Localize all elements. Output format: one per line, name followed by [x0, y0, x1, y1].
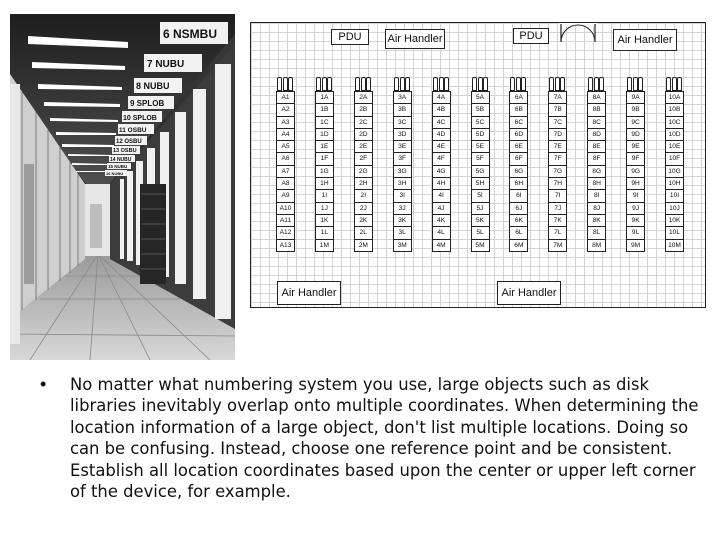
rack-cell: 4A [433, 92, 450, 104]
perforated-tile-icon [548, 77, 565, 90]
rack-cell: 9G [627, 166, 644, 178]
air-handler-box-bottom-2 [497, 281, 561, 305]
rack-cell: 9M [627, 240, 644, 252]
rack-cell: 3H [394, 178, 411, 190]
rack-cell: 4B [433, 104, 450, 116]
rack-cell: 4I [433, 190, 450, 202]
rack-cell: 10G [666, 166, 683, 178]
rack-cell: 4J [433, 203, 450, 215]
rack-cell: 10K [666, 215, 683, 227]
rack-cell: 3M [394, 240, 411, 252]
rack-cell: 6C [510, 117, 527, 129]
rack-cell: 5F [472, 153, 489, 165]
rack-cell: 8K [588, 215, 605, 227]
rack-cell: A8 [277, 178, 294, 190]
rack-cell: 6E [510, 141, 527, 153]
rack-cell: 2L [355, 227, 372, 239]
rack-cell: 3D [394, 129, 411, 141]
rack-cell: A13 [277, 240, 294, 252]
aisle-sign-10: 10 SPLOB [123, 115, 157, 122]
rack-cell: A10 [277, 203, 294, 215]
rack-cell: 9J [627, 203, 644, 215]
rack-cell: 6K [510, 215, 527, 227]
rack-cell: 7B [549, 104, 566, 116]
rack-cell: 4D [433, 129, 450, 141]
rack-cell: 6F [510, 153, 527, 165]
rack-cell: 7F [549, 153, 566, 165]
rack-cell: 8L [588, 227, 605, 239]
rack-cell: 5B [472, 104, 489, 116]
rack-cell: 1F [316, 153, 333, 165]
rack-cell: 10L [666, 227, 683, 239]
rack-cell: A3 [277, 117, 294, 129]
rack-cell: 7M [549, 240, 566, 252]
rack-cell: 3C [394, 117, 411, 129]
rack-cell: 4L [433, 227, 450, 239]
rack-cell: 3B [394, 104, 411, 116]
rack-cell: 1D [316, 129, 333, 141]
rack-cell: 1M [316, 240, 333, 252]
rack-cell: 1B [316, 104, 333, 116]
perforated-tile-icon [354, 77, 371, 90]
rack-cell: 9B [627, 104, 644, 116]
rack-cell: 2I [355, 190, 372, 202]
rack-cell: 1E [316, 141, 333, 153]
rack-cell: 5D [472, 129, 489, 141]
rack-cell: 3I [394, 190, 411, 202]
rack-cell: 10H [666, 178, 683, 190]
rack-cell: 2C [355, 117, 372, 129]
rack-cell: 7D [549, 129, 566, 141]
rack-cell: A5 [277, 141, 294, 153]
perforated-tile-icon [432, 77, 449, 90]
perforated-tile-icon [665, 77, 682, 90]
aisle-illustration [10, 14, 235, 360]
rack-cell: 6D [510, 129, 527, 141]
perforated-tile-icon [276, 77, 293, 90]
rack-cell: A9 [277, 190, 294, 202]
aisle-sign-13: 13 OSBU [113, 148, 137, 154]
rack-cell: 6L [510, 227, 527, 239]
aisle-sign-16: 16 NUBU [106, 171, 124, 176]
rack-cell: 7J [549, 203, 566, 215]
perforated-tile-icon [393, 77, 410, 90]
rack-cell: 9A [627, 92, 644, 104]
bullet-symbol: • [40, 374, 47, 394]
rack-cell: 7C [549, 117, 566, 129]
rack-cell: 9K [627, 215, 644, 227]
rack-cell: 1I [316, 190, 333, 202]
rack-cell: 3L [394, 227, 411, 239]
rack-cell: 9E [627, 141, 644, 153]
rack-cells [509, 91, 528, 252]
rack-cells [665, 91, 684, 252]
rack-cell: 5M [472, 240, 489, 252]
rack-cell: 2M [355, 240, 372, 252]
rack-cell: 8H [588, 178, 605, 190]
perforated-tile-icon [471, 77, 488, 90]
rack-cell: 3F [394, 153, 411, 165]
aisle-sign-7: 7 NUBU [147, 59, 185, 70]
rack-cell: 6G [510, 166, 527, 178]
rack-cells [393, 91, 412, 252]
rack-cell: A12 [277, 227, 294, 239]
rack-cell: A1 [277, 92, 294, 104]
rack-cell: 10F [666, 153, 683, 165]
rack-cell: 1G [316, 166, 333, 178]
perforated-tile-icon [626, 77, 643, 90]
rack-cell: 9F [627, 153, 644, 165]
rack-cell: 7K [549, 215, 566, 227]
air-handler-label: Air Handler [617, 34, 673, 46]
rack-cell: 1J [316, 203, 333, 215]
rack-cell: 4M [433, 240, 450, 252]
rack-cell: 10J [666, 203, 683, 215]
rack-cell: 2G [355, 166, 372, 178]
aisle-sign-12: 12 OSBU [116, 139, 142, 145]
aisle-sign-6: 6 NSMBU [163, 27, 218, 41]
rack-cell: A11 [277, 215, 294, 227]
rack-cell: 10C [666, 117, 683, 129]
rack-cell: 7A [549, 92, 566, 104]
pdu-box-2 [513, 28, 549, 44]
rack-cell: 6A [510, 92, 527, 104]
rack-cell: 3G [394, 166, 411, 178]
rack-cell: 5C [472, 117, 489, 129]
air-handler-label: Air Handler [387, 33, 443, 45]
rack-cell: 8E [588, 141, 605, 153]
rack-cell: 7E [549, 141, 566, 153]
rack-cell: 5K [472, 215, 489, 227]
rack-cell: 7I [549, 190, 566, 202]
rack-cell: 5E [472, 141, 489, 153]
perforated-tile-icon [587, 77, 604, 90]
rack-cell: 10I [666, 190, 683, 202]
rack-cell: 9D [627, 129, 644, 141]
rack-cell: 8I [588, 190, 605, 202]
rack-cell: 10B [666, 104, 683, 116]
aisle-sign-8: 8 NUBU [136, 81, 170, 91]
rack-cells [626, 91, 645, 252]
rack-cells [587, 91, 606, 252]
rack-cell: 1A [316, 92, 333, 104]
aisle-sign-14: 14 NUBU [110, 157, 132, 163]
rack-cell: 10E [666, 141, 683, 153]
rack-cell: 2E [355, 141, 372, 153]
rack-cell: 7G [549, 166, 566, 178]
double-door-icon [559, 23, 597, 45]
rack-cell: A4 [277, 129, 294, 141]
rack-cell: 2F [355, 153, 372, 165]
rack-cell: 10D [666, 129, 683, 141]
rack-cell: 10A [666, 92, 683, 104]
perforated-tile-icon [315, 77, 332, 90]
rack-cells [432, 91, 451, 252]
rack-cell: 7L [549, 227, 566, 239]
rack-cell: 1L [316, 227, 333, 239]
pdu-label: PDU [519, 30, 543, 42]
rack-cells [315, 91, 334, 252]
pdu-label: PDU [338, 31, 362, 43]
rack-cell: 2A [355, 92, 372, 104]
rack-cell: 8M [588, 240, 605, 252]
pdu-box-1 [331, 29, 369, 45]
rack-cell: 8B [588, 104, 605, 116]
rack-cell: 3A [394, 92, 411, 104]
rack-cell: 9C [627, 117, 644, 129]
data-center-aisle-photo [10, 14, 235, 360]
air-handler-label: Air Handler [501, 287, 557, 299]
rack-cell: 8J [588, 203, 605, 215]
rack-cell: 6I [510, 190, 527, 202]
rack-cell: 8G [588, 166, 605, 178]
rack-cell: 2K [355, 215, 372, 227]
air-handler-box-bottom-1 [277, 281, 341, 305]
rack-cells [548, 91, 567, 252]
rack-cell: 7H [549, 178, 566, 190]
rack-cell: A2 [277, 104, 294, 116]
rack-cell: 4H [433, 178, 450, 190]
rack-cells [471, 91, 490, 252]
rack-cells [354, 91, 373, 252]
rack-cell: 3J [394, 203, 411, 215]
aisle-sign-11: 11 OSBU [119, 127, 147, 134]
rack-cell: 6H [510, 178, 527, 190]
air-handler-label: Air Handler [281, 287, 337, 299]
rack-cell: A7 [277, 166, 294, 178]
rack-cell: 5I [472, 190, 489, 202]
rack-cell: 5L [472, 227, 489, 239]
rack-cell: 5A [472, 92, 489, 104]
floor-plan-grid [250, 22, 706, 308]
rack-cell: 6M [510, 240, 527, 252]
rack-cell: 1K [316, 215, 333, 227]
rack-cell: 8F [588, 153, 605, 165]
rack-cell: 5G [472, 166, 489, 178]
rack-cell: 3K [394, 215, 411, 227]
rack-cells [276, 91, 295, 252]
rack-cell: 9H [627, 178, 644, 190]
aisle-sign-9: 9 SPLOB [130, 99, 165, 108]
rack-cell: A6 [277, 153, 294, 165]
aisle-sign-15: 15 NUBU [108, 164, 128, 169]
rack-cell: 5H [472, 178, 489, 190]
rack-cell: 4K [433, 215, 450, 227]
rack-cell: 2J [355, 203, 372, 215]
rack-cell: 2D [355, 129, 372, 141]
rack-cell: 4C [433, 117, 450, 129]
perforated-tile-icon [509, 77, 526, 90]
rack-cell: 10M [666, 240, 683, 252]
rack-cell: 3E [394, 141, 411, 153]
rack-cell: 8C [588, 117, 605, 129]
rack-cell: 6J [510, 203, 527, 215]
rack-cell: 8A [588, 92, 605, 104]
rack-cell: 4G [433, 166, 450, 178]
air-handler-box-top-1 [385, 29, 445, 49]
air-handler-box-top-2 [613, 29, 677, 51]
rack-cell: 2H [355, 178, 372, 190]
rack-cell: 1C [316, 117, 333, 129]
rack-cell: 6B [510, 104, 527, 116]
rack-cell: 2B [355, 104, 372, 116]
bullet-text: No matter what numbering system you use, large objects such as disk libraries inevitably overlap onto multiple coordinates. When determining the location information of a large object, don't list multiple locations. Doing so can be confusing. Instead, choose one reference point and be consistent. Establish all location coordinates based upon the center or upper left corner of the device, for example. [70, 375, 699, 502]
rack-cell: 1H [316, 178, 333, 190]
rack-cell: 5J [472, 203, 489, 215]
rack-cell: 4F [433, 153, 450, 165]
rack-cell: 9I [627, 190, 644, 202]
rack-cell: 9L [627, 227, 644, 239]
rack-cell: 8D [588, 129, 605, 141]
rack-cell: 4E [433, 141, 450, 153]
